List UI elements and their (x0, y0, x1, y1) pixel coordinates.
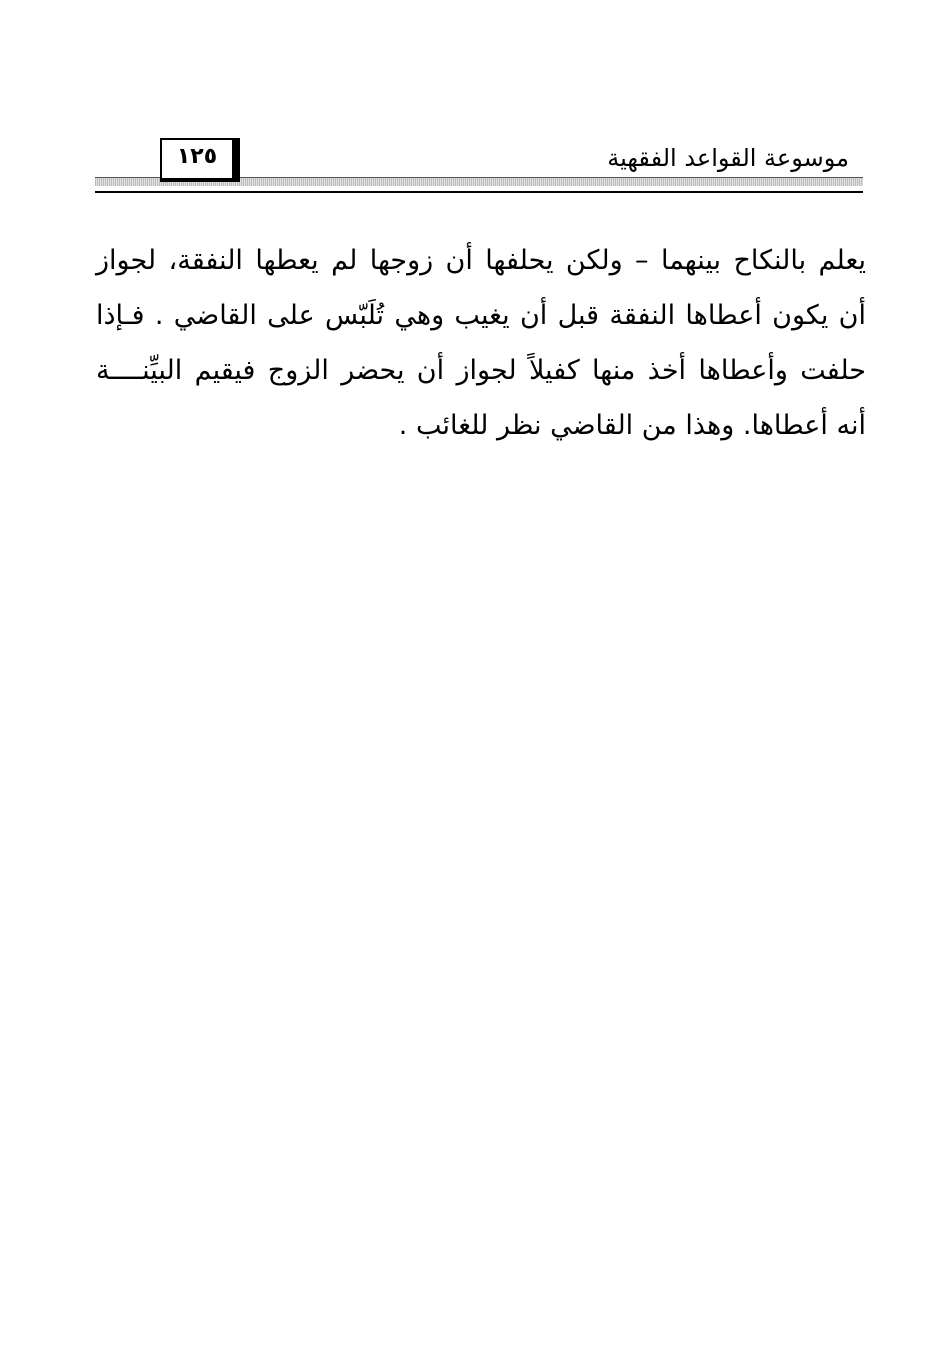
text-line: حلفت وأعطاها أخذ منها كفيلاً لجواز أن يحضر الزوج فيقيم البيِّنــــة (96, 355, 866, 386)
text-line: يعلم بالنكاح بينهما – ولكن يحلفها أن زوجها لم يعطها النفقة، لجواز (96, 245, 866, 276)
text-line: أنه أعطاها. وهذا من القاضي نظر للغائب . (398, 410, 866, 441)
page-number-box (160, 138, 240, 182)
page-number: ١٢٥ (176, 144, 218, 169)
text-line: أن يكون أعطاها النفقة قبل أن يغيب وهي تُلَبّس على القاضي . فـإذا (96, 300, 866, 331)
book-title: موسوعة القواعد الفقهية (607, 144, 849, 172)
running-header (95, 140, 863, 196)
body-paragraph (96, 233, 866, 453)
header-rule-line (95, 191, 863, 193)
